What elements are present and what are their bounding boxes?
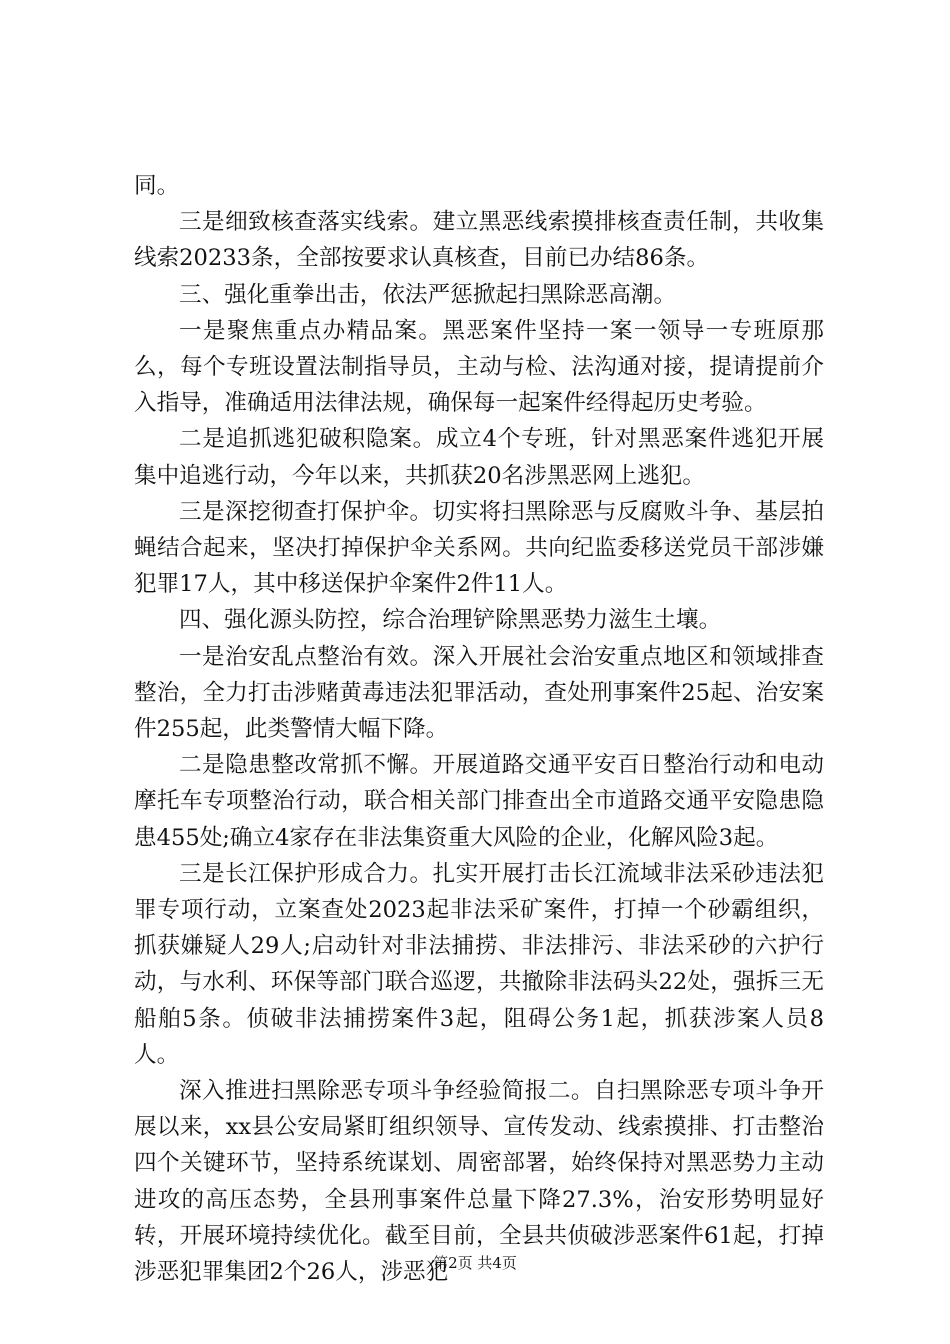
page-footer (0, 1253, 950, 1273)
paragraph: 一是治安乱点整治有效。深入开展社会治安重点地区和领域排查整治，全力打击涉赌黄毒违法犯罪活动，查处刑事案件25起、治安案件255起，此类警情大幅下降。 (134, 643, 824, 743)
paragraph: 一是聚焦重点办精品案。黑恶案件坚持一案一领导一专班原那么，每个专班设置法制指导员，主动与检、法沟通对接，提请提前介入指导，准确适用法律法规，确保每一起案件经得起历史考验。 (134, 317, 824, 417)
page-number: 第2页 (433, 1254, 473, 1272)
paragraph: 二是追抓逃犯破积隐案。成立4个专班，针对黑恶案件逃犯开展集中追逃行动，今年以来，共抓获20名涉黑恶网上逃犯。 (134, 426, 824, 489)
paragraph: 二是隐患整改常抓不懈。开展道路交通平安百日整治行动和电动摩托车专项整治行动，联合相关部门排查出全市道路交通平安隐患隐患455处;确立4家存在非法集资重大风险的企业，化解风险3起。 (134, 752, 824, 851)
section-heading: 三、强化重拳出击，依法严惩掀起扫黑除恶高潮。 (179, 281, 677, 308)
paragraph: 深入推进扫黑除恶专项斗争经验简报二。自扫黑除恶专项斗争开展以来，xx县公安局紧盯组织领导、宣传发动、线索摸排、打击整治四个关键环节，坚持系统谋划、周密部署，始终保持对黑恶势力主动进攻的高压态势，全县刑事案件总量下降27.3%，治安形势明显好转，开展环境持续优化。截至目前，全县共侦破涉恶案件61起，打掉涉恶犯罪集团2个26人，涉恶犯 (134, 1078, 824, 1286)
section-heading: 四、强化源头防控，综合治理铲除黑恶势力滋生土壤。 (179, 607, 722, 634)
paragraph: 三是细致核查落实线索。建立黑恶线索摸排核查责任制，共收集线索20233条，全部按要求认真核查，目前已办结86条。 (134, 209, 824, 272)
document-body (134, 168, 824, 1290)
paragraph: 三是深挖彻查打保护伞。切实将扫黑除恶与反腐败斗争、基层拍蝇结合起来，坚决打掉保护伞关系网。共向纪监委移送党员干部涉嫌犯罪17人，其中移送保护伞案件2件11人。 (134, 498, 824, 598)
paragraph: 同。 (134, 173, 180, 199)
paragraph: 三是长江保护形成合力。扎实开展打击长江流域非法采砂违法犯罪专项行动，立案查处2023起非法采矿案件，打掉一个砂霸组织，抓获嫌疑人29人;启动针对非法捕捞、非法排污、非法采砂的六护行动，与水利、环保等部门联合巡逻，共撤除非法码头22处，强拆三无船舶5条。侦破非法捕捞案件3起，阻碍公务1起，抓获涉案人员8人。 (134, 860, 824, 1068)
page-total: 共4页 (477, 1254, 517, 1272)
